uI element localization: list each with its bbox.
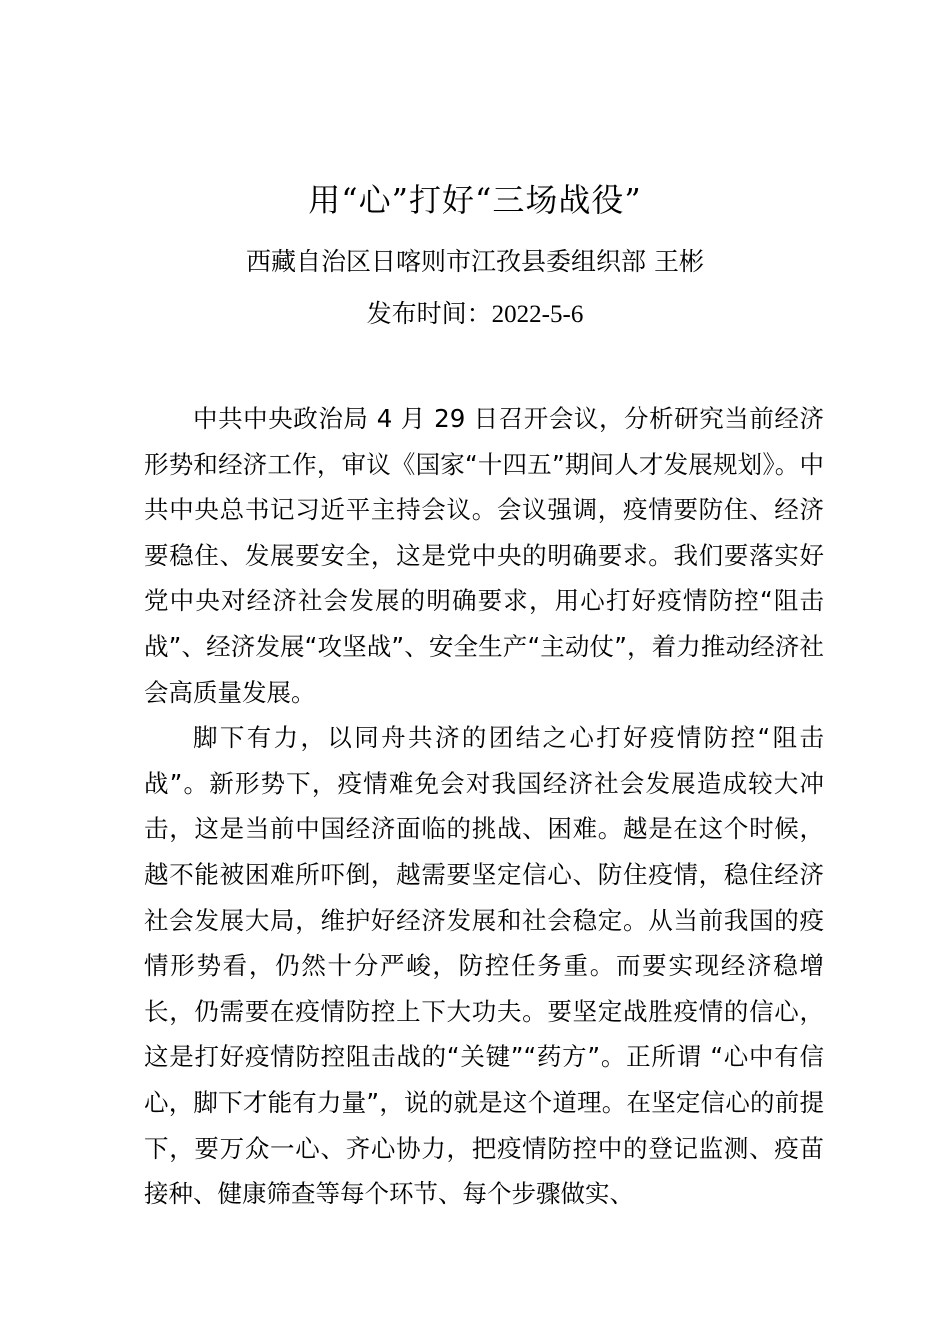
article-title: 用“心”打好“三场战役”: [308, 181, 642, 219]
article-author: 西藏自治区日喀则市江孜县委组织部 王彬: [246, 247, 704, 276]
paragraph: 中共中央政治局 4 月 29 日召开会议，分析研究当前经济形势和经济工作，审议《国家“十四五”期间人才发展规划》。中共中央总书记习近平主持会议。会议强调，疫情要防住、经济要稳住、发展要安全，这是党中央的明确要求。我们要落实好党中央对经济社会发展的明确要求，用心打好疫情防控“阻击战”、经济发展“攻坚战”、安全生产“主动仗”，着力推动经济社会高质量发展。: [144, 404, 824, 707]
publish-date-value: 2022-5-6: [491, 301, 584, 328]
publish-date: [0, 296, 950, 333]
paragraph: 脚下有力，以同舟共济的团结之心打好疫情防控“阻击战”。新形势下，疫情难免会对我国经济社会发展造成较大冲击，这是当前中国经济面临的挑战、困难。越是在这个时候，越不能被困难所吓倒，越需要坚定信心、防住疫情，稳住经济社会发展大局，维护好经济发展和社会稳定。从当前我国的疫情形势看，仍然十分严峻，防控任务重。而要实现经济稳增长，仍需要在疫情防控上下大功夫。要坚定战胜疫情的信心，这是打好疫情防控阻击战的“关键”“药方”。正所谓 “心中有信心，脚下才能有力量”，说的就是这个道理。在坚定信心的前提下，要万众一心、齐心协力，把疫情防控中的登记监测、疫苗接种、健康筛查等每个环节、每个步骤做实、: [144, 723, 824, 1209]
publish-date-label: 发布时间：: [366, 299, 492, 328]
article-body: [144, 396, 824, 1217]
